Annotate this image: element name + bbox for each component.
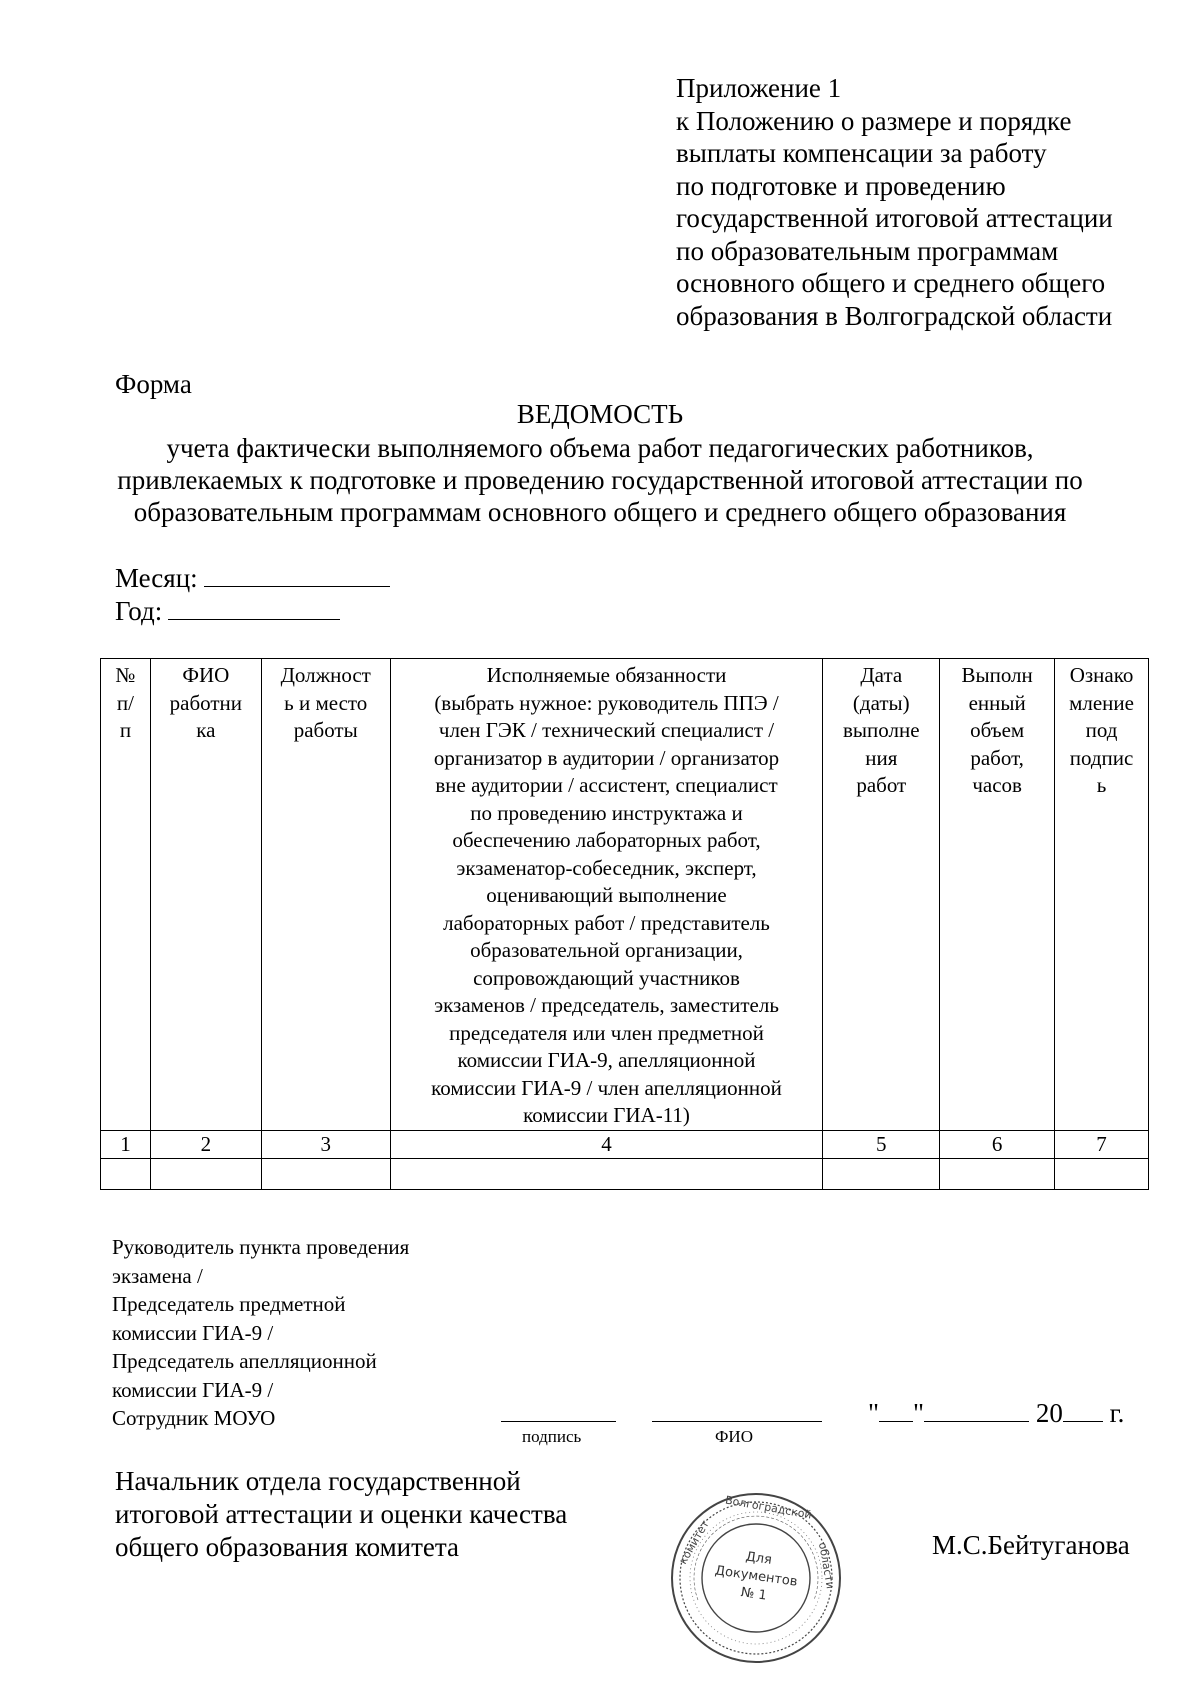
date-year-blank[interactable] xyxy=(1063,1401,1103,1422)
year-field xyxy=(115,596,340,627)
date-day-blank[interactable] xyxy=(879,1401,913,1422)
head-title-line: Начальник отдела государственной xyxy=(115,1466,521,1496)
work-record-table xyxy=(100,658,1149,1190)
table-cell-empty[interactable] xyxy=(261,1159,390,1190)
signature-caption: подпись xyxy=(522,1427,582,1446)
column-number: 1 xyxy=(101,1130,151,1159)
head-title xyxy=(115,1465,567,1564)
col-header-acknowledgement: Ознако мление под подпис ь xyxy=(1055,659,1149,1131)
subtitle-line: привлекаемых к подготовке и проведению государственной итоговой аттестации по xyxy=(117,465,1083,495)
column-number: 6 xyxy=(940,1130,1055,1159)
appendix-line: образования в Волгоградской области xyxy=(676,300,1113,331)
table-cell-empty[interactable] xyxy=(823,1159,940,1190)
appendix-line: по подготовке и проведению xyxy=(676,170,1006,201)
date-year-prefix: 20 xyxy=(1035,1398,1063,1428)
column-number: 5 xyxy=(823,1130,940,1159)
month-blank-line[interactable] xyxy=(204,564,390,587)
column-number: 4 xyxy=(390,1130,823,1159)
fullname-caption: ФИО xyxy=(715,1427,753,1446)
appendix-line: основного общего и среднего общего xyxy=(676,268,1106,298)
column-number: 3 xyxy=(261,1130,390,1159)
signer-role-line: Руководитель пункта проведения xyxy=(112,1235,410,1259)
col-header-position: Должност ь и место работы xyxy=(261,659,390,1131)
col-header-number: № п/ п xyxy=(101,659,151,1131)
table-cell-empty[interactable] xyxy=(940,1159,1055,1190)
signer-roles xyxy=(112,1233,409,1433)
table-cell-empty[interactable] xyxy=(101,1159,151,1190)
stamp-seal-icon xyxy=(668,1490,844,1666)
form-label: Форма xyxy=(115,369,192,399)
head-name: М.С.Бейтуганова xyxy=(932,1530,1130,1560)
date-month-blank[interactable] xyxy=(924,1401,1029,1422)
col-header-hours: Выполн енный объем работ, часов xyxy=(940,659,1055,1131)
table-cell-empty[interactable] xyxy=(390,1159,823,1190)
appendix-line: выплаты компенсации за работу xyxy=(676,138,1047,168)
subtitle-line: учета фактически выполняемого объема работ педагогических работников, xyxy=(166,433,1034,463)
table-cell-empty[interactable] xyxy=(1055,1159,1149,1190)
appendix-line: к Положению о размере и порядке xyxy=(676,105,1072,136)
svg-text:комитет: комитет xyxy=(676,1518,712,1567)
col-header-dates: Дата (даты) выполне ния работ xyxy=(823,659,940,1131)
column-number: 7 xyxy=(1055,1130,1149,1159)
column-number: 2 xyxy=(150,1130,261,1159)
subtitle-line: образовательным программам основного общего и среднего общего образования xyxy=(133,497,1067,527)
col-header-fullname: ФИО работни ка xyxy=(150,659,261,1131)
head-title-line: итоговой аттестации и оценки качества xyxy=(115,1499,568,1529)
signer-role-line: Председатель предметной xyxy=(112,1292,346,1316)
table-cell-empty[interactable] xyxy=(150,1159,261,1190)
column-number-row xyxy=(101,1130,1149,1159)
year-label: Год: xyxy=(115,596,163,626)
svg-text:Документов: Документов xyxy=(713,1563,799,1590)
svg-text:№ 1: № 1 xyxy=(739,1585,768,1604)
signer-role-line: комиссии ГИА-9 / xyxy=(112,1320,274,1345)
appendix-line: Приложение 1 xyxy=(676,73,842,103)
official-stamp xyxy=(668,1490,844,1666)
signer-role-line: комиссии ГИА-9 / xyxy=(112,1377,274,1402)
month-field xyxy=(115,563,390,594)
signer-role-line: экзамена / xyxy=(112,1263,203,1288)
signer-role-line: Сотрудник МОУО xyxy=(112,1406,276,1430)
appendix-line: по образовательным программам xyxy=(676,235,1059,266)
svg-text:Для: Для xyxy=(744,1549,773,1568)
date-suffix: г. xyxy=(1109,1398,1125,1428)
head-title-line: общего образования комитета xyxy=(115,1532,459,1562)
signature-line[interactable] xyxy=(501,1421,616,1422)
col-header-duties: Исполняемые обязанности (выбрать нужное: руководитель ППЭ / член ГЭК / технический специалист / организатор в аудитории / организатор вне аудитории / ассистент, специалист по проведению инструктажа и обеспечению лабораторных работ, экзаменатор-собеседник, эксперт, оценивающий выполнение лабораторных работ / представитель образовательной организации, сопровождающий участников экзаменов / председатель, заместитель председателя или член предметной комиссии ГИА-9, апелляционной комиссии ГИА-9 / член апелляционной комиссии ГИА-11) xyxy=(390,659,823,1131)
date-line: " " 20 г. xyxy=(868,1398,1125,1428)
signer-role-line: Председатель апелляционной xyxy=(112,1349,377,1373)
svg-text:области: области xyxy=(815,1541,837,1590)
svg-text:Волгоградской: Волгоградской xyxy=(724,1493,813,1522)
table-header-row xyxy=(101,659,1149,1131)
document-title: ВЕДОМОСТЬ xyxy=(516,399,684,429)
fullname-line[interactable] xyxy=(652,1421,822,1422)
month-label: Месяц: xyxy=(115,563,198,593)
appendix-line: государственной итоговой аттестации xyxy=(676,203,1113,233)
year-blank-line[interactable] xyxy=(168,597,340,620)
table-row xyxy=(101,1159,1149,1190)
document-subtitle xyxy=(0,432,1200,528)
appendix-block xyxy=(676,72,1113,332)
